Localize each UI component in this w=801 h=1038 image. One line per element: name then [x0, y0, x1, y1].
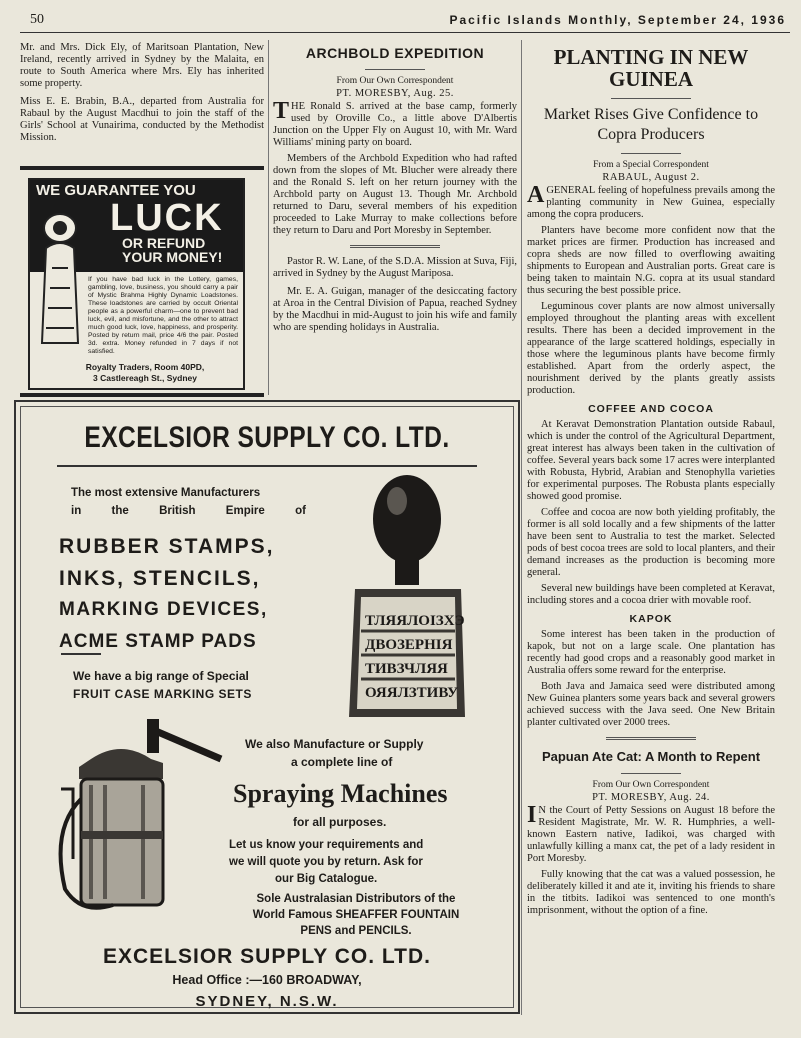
middle-column [273, 42, 517, 338]
ad-head-office: Head Office :—160 BROADWAY, [172, 973, 362, 987]
ad-intro-2 [71, 505, 306, 517]
luck-refund: OR REFUND YOUR MONEY! [122, 235, 223, 265]
ad-product-2: INKS, STENCILS, [59, 567, 261, 590]
divider [606, 737, 696, 740]
archbold-para-1 [273, 98, 517, 149]
coffee-para-1: At Keravat Demonstration Plantation outside Rabaul, which is under the control of the Agricultural Department, great interest has always been taken in the cultivation of coffee. Several years back some 17 acres were interplanted with Robusta, Hybrid, Arabian and Stenophylla varieties for experimental purposes. The Robusta plants especially showed good promise. [527, 419, 775, 502]
cat-title: Papuan Ate Cat: A Month to Repent [541, 749, 761, 764]
luck-address-line1: Royalty Traders, Room 40PD, [85, 362, 205, 372]
coffee-heading: COFFEE AND COCOA [588, 403, 714, 415]
ad-sole-line: World Famous SHEAFFER FOUNTAIN [252, 909, 460, 921]
ad-footer-name: EXCELSIOR SUPPLY CO. LTD. [102, 945, 431, 968]
ad-word: in [71, 505, 82, 517]
divider [20, 166, 264, 170]
planting-dateline: RABAUL, August 2. [602, 172, 700, 183]
planting-correspondent: From a Special Correspondent [593, 160, 709, 170]
ad-range-1: We have a big range of Special [73, 669, 249, 683]
coffee-para-2: Coffee and cocoa are now both yielding profitably, the former is all sold locally and a few shipments of the latter have been sent to Australia to test the market. Selected pods of best cocoa trees are sold to local planters, and their demand increases as the production is becoming more general. [527, 507, 775, 578]
rubber-stamp-illustration [337, 467, 479, 729]
ad-word: British [159, 505, 196, 517]
ad-spraying: Spraying Machines [233, 779, 448, 808]
ad-product-1: RUBBER STAMPS, [59, 535, 275, 558]
luck-body: If you have bad luck in the Lottery, games, gambling, love, business, you should carry a pair of Mystic Brahma Highly Dynamic Loadstones. These loadstones are carried by occult Oriental people as a powerful charm—one to prevent bad luck, evil, and misfortune, and the other to attract much good luck, love, happiness, and prosperity. Posted by return mail, price 4/6 the pair. Posted 3d. extra. Money refunded in 7 days if not satisfied. [88, 276, 238, 355]
cat-para-1 [527, 802, 775, 865]
ad-range-2: FRUIT CASE MARKING SETS [73, 687, 252, 701]
ad-headline: EXCELSIOR SUPPLY CO. LTD. [84, 421, 450, 454]
brief-brabin: Miss E. E. Brabin, B.A., departed from Australia for Rabaul by the August Macdhui to join the staff of the Girls' School at Vunairima, conducted by the Methodist Mission. [20, 96, 264, 143]
planting-title: PLANTING IN NEW GUINEA [553, 45, 749, 91]
archbold-correspondent: From Our Own Correspondent [336, 76, 454, 86]
divider [20, 393, 264, 397]
drop-cap: T [273, 98, 290, 124]
kapok-para-1: Some interest has been taken in the production of kapok, but not on a large scale. One plantation has recently had good crops and a reasonably good market in Australia offers some reward for the enterprise. [527, 629, 775, 676]
planting-subtitle: Market Rises Give Confidence to Copra Producers [543, 106, 759, 143]
archbold-text-1: HE Ronald S. arrived at the base camp, formerly used by Oroville Co., a little above D'Albertis Junction on the Upper Fly on August 10, with Mr. Ward Williams' mining party on board. [273, 101, 517, 148]
excelsior-advertisement [14, 400, 520, 1014]
luck-address-line2: 3 Castlereagh St., Sydney [93, 373, 197, 383]
luck-advertisement [28, 178, 245, 390]
cat-text-1: N the Court of Petty Sessions on August 18 before the Resident Magistrate, Mr. W. R. Humphries, a well-known Eastern native, Iadikoi, was charged with unlawfully killing a manx cat, the pet of a lady resident in Port Moresby. [527, 805, 775, 864]
divider [350, 245, 440, 248]
left-column [20, 42, 264, 148]
figure-illustration [36, 208, 84, 348]
ad-product-3: MARKING DEVICES, [59, 599, 268, 620]
brief-ely: Mr. and Mrs. Dick Ely, of Maritsoan Plantation, New Ireland, recently arrived in Sydney by the Malaita, en route to South America where Mrs. Ely has inherited some property. [20, 42, 264, 89]
drop-cap: A [527, 182, 545, 208]
column-rule [521, 40, 522, 1015]
ad-product-4: ACME STAMP PADS [59, 631, 257, 652]
sprayer-illustration [51, 719, 231, 919]
ad-also-1: We also Manufacture or Supply [245, 737, 424, 751]
stamp-band-3: ТИВЗЧЛЯЯ [365, 661, 448, 677]
archbold-dateline: PT. MORESBY, Aug. 25. [336, 88, 454, 99]
cat-dateline: PT. MORESBY, Aug. 24. [592, 792, 710, 803]
kapok-para-2: Both Java and Jamaica seed were distributed among New Guinea planters some years back and several growers achieved success with the Java seed. One New Britain planter cultivated over 2000 trees. [527, 681, 775, 728]
luck-word: LUCK [110, 197, 224, 239]
masthead: Pacific Islands Monthly, September 24, 1936 [449, 13, 786, 27]
ad-request-line: we will quote you by return. Ask for [229, 856, 423, 868]
ad-word: Empire [225, 505, 265, 517]
stamp-band-4: ОЯЯЛЗТИВУ [365, 685, 459, 701]
divider [621, 153, 681, 154]
ad-sole [231, 891, 481, 939]
ad-city: SYDNEY, N.S.W. [195, 993, 339, 1010]
right-column [527, 42, 775, 921]
cat-correspondent: From Our Own Correspondent [592, 780, 710, 790]
archbold-title: ARCHBOLD EXPEDITION [305, 45, 485, 61]
ad-sole-line: Sole Australasian Distributors of the [256, 893, 456, 905]
luck-headline: WE GUARANTEE YOU [36, 182, 196, 199]
page-header [20, 10, 790, 33]
planting-para-3: Leguminous cover plants are now almost universally employed throughout the planting areas with excellent results. There has been a decided improvement in the appearance of the large scattered holdings, especially in those where the leguminous plants have become firmly established. Apart from the orderly aspect, the nourishment derived by the plants greatly assists production. [527, 301, 775, 396]
luck-address [60, 362, 230, 384]
ad-word: the [111, 505, 129, 517]
ad-request [229, 837, 423, 888]
ad-request-line: our Big Catalogue. [275, 873, 378, 885]
divider [621, 773, 681, 774]
stamp-band-2: ДВОЗЕРНІЯ [365, 637, 453, 653]
ad-word: of [295, 505, 306, 517]
coffee-para-3: Several new buildings have been completed at Keravat, including stores and a cocoa drier with movable roof. [527, 583, 775, 606]
ad-sole-line: PENS and PENCILS. [300, 925, 412, 937]
planting-para-2: Planters have become more confident now that the market prices are firmer. Production has increased and copra sheds are now filled to overflowing awaiting shipments to European and Australian ports. Great care is being taken to maintain N.G. copra at its usual standard thus securing the best possible price. [527, 225, 775, 296]
cat-para-2: Fully knowing that the cat was a valued possession, he deliberately killed it and ate it, inviting his friends to share in the titbits. Iadikoi was sentenced to one month's imprisonment, without the option of a fine. [527, 869, 775, 916]
brief-guigan: Mr. E. A. Guigan, manager of the desiccating factory at Aroa in the Central Division of Papua, reached Sydney by the Macdhui in mid-August to join his wife and family who are spending holidays in Australia. [273, 286, 517, 333]
archbold-para-2: Members of the Archbold Expedition who had rafted down from the slopes of Mt. Blucher were already there and the Ronald S. left on her return journey with the Archbold party on August 13. Though Mr. Archbold returned to Daru, several members of his expedition proceeded to Lake Murray to make collections before they return to Daru and Port Moresby in September. [273, 153, 517, 236]
ad-rule [61, 653, 101, 655]
ad-frame [20, 406, 514, 1008]
ad-request-line: Let us know your requirements and [229, 839, 424, 851]
ad-also-2: a complete line of [291, 755, 393, 769]
planting-text-1: GENERAL feeling of hopefulness prevails among the planting community in New Guinea, especially among the copra producers. [527, 185, 775, 220]
planting-para-1 [527, 182, 775, 221]
ad-purposes: for all purposes. [293, 815, 387, 829]
column-rule [268, 40, 269, 395]
kapok-heading: KAPOK [629, 613, 673, 625]
stamp-band-1: ТЛЯЯЛОІЗХЭ [365, 613, 465, 629]
divider [365, 69, 425, 70]
brief-lane: Pastor R. W. Lane, of the S.D.A. Mission at Suva, Fiji, arrived in Sydney by the August Mariposa. [273, 256, 517, 279]
ad-intro-1: The most extensive Manufacturers [71, 487, 261, 499]
drop-cap: I [527, 802, 537, 828]
divider [611, 98, 691, 99]
page-number: 50 [30, 12, 44, 27]
